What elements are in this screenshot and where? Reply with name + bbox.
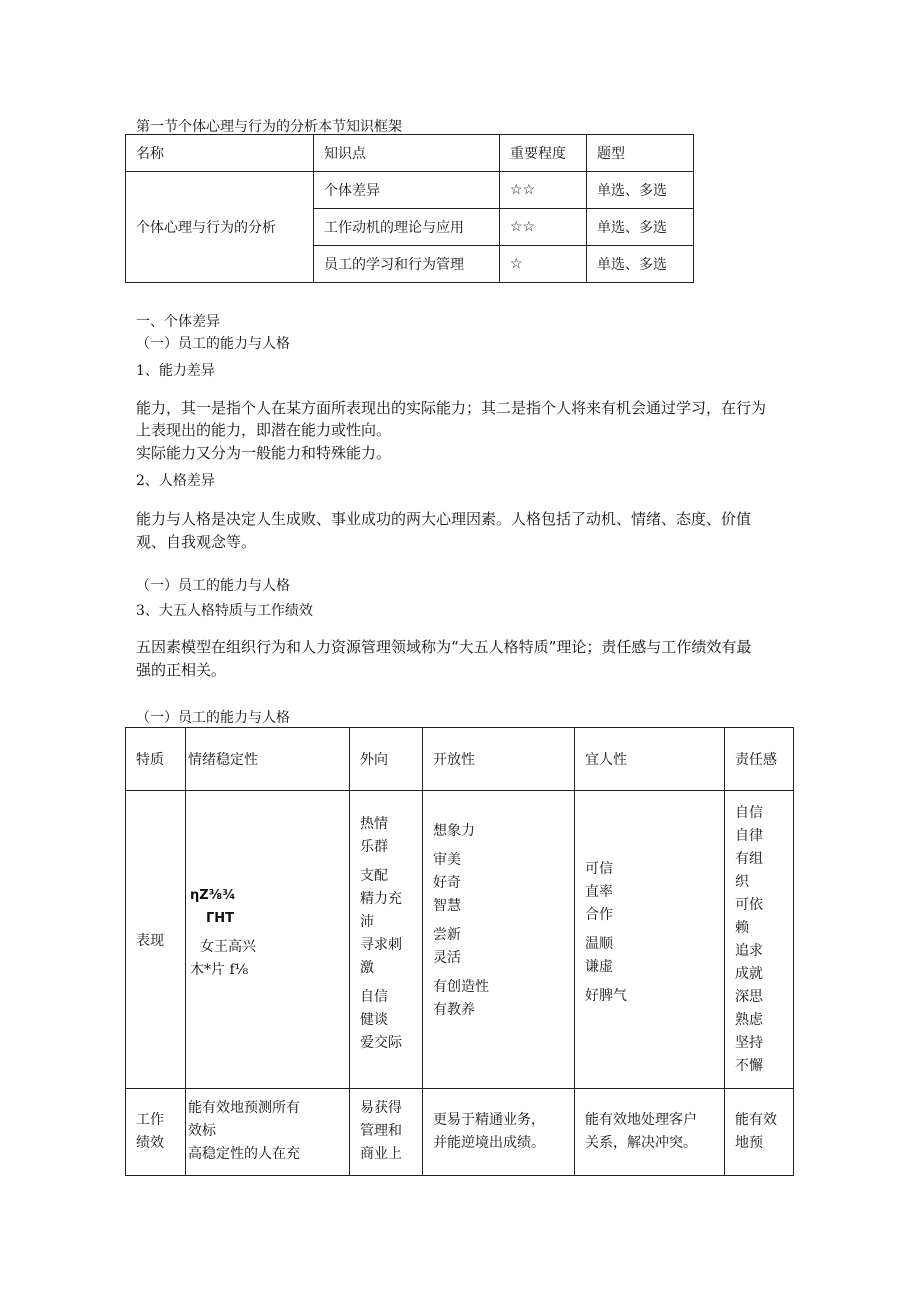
garbled-text: ΓHT [206,910,235,926]
cell-line: 能有效地预测所有 [188,1100,300,1116]
paragraph-line: 实际能力又分为一般能力和特殊能力。 [136,444,392,462]
cell-line: 地预 [735,1135,763,1151]
cell-line: 效标 [188,1123,216,1139]
cell-line: 绩效 [136,1135,164,1151]
agreeableness-cell [575,791,725,1089]
row-label-performance [126,1089,186,1176]
cell-line: 灵活 [433,949,461,966]
header-emotional-stability: 情绪稳定性 [186,728,350,791]
subsection-heading: （一）员工的能力与人格 [136,336,290,352]
cell-line: 直率 [585,883,613,900]
performance-emotional-cell [186,1089,350,1176]
header-extraversion: 外向 [350,728,423,791]
cell-line: 想象力 [433,822,475,839]
importance-cell: ☆ [500,246,587,283]
ability-heading: 1、能力差异 [136,363,215,379]
cell-line: 女王高兴 [200,938,256,955]
cell-line: 好脾气 [585,987,627,1004]
cell-line: 深思 [735,988,763,1005]
cell-line: 能有效 [735,1112,777,1128]
cell-line: 不懈 [735,1057,763,1074]
cell-line: 易获得 [360,1100,402,1116]
cell-line: 坚持 [735,1034,763,1051]
knowledge-point-cell: 个体差异 [314,172,500,209]
bigfive-heading: 3、大五人格特质与工作绩效 [136,603,313,619]
cell-line: 爱交际 [360,1034,402,1051]
performance-conscientiousness-cell [725,1089,794,1176]
importance-cell: ☆☆ [500,209,587,246]
performance-openness-cell [423,1089,575,1176]
emotional-stability-cell [186,791,350,1089]
cell-line: 管理和 [360,1123,402,1139]
header-openness: 开放性 [423,728,575,791]
cell-line: 审美 [433,851,461,868]
header-importance: 重要程度 [500,135,587,172]
cell-line: 并能逆境出成绩。 [433,1135,545,1151]
garbled-text: 木*片 f⅛ [190,961,249,978]
cell-line: 寻求刺 [360,936,402,953]
cell-line: 追求 [735,942,763,959]
header-question-type: 题型 [587,135,694,172]
cell-line: 可信 [585,860,613,877]
table-row [126,172,694,209]
extraversion-cell [350,791,423,1089]
subsection-heading: （一）员工的能力与人格 [136,710,290,726]
cell-line: 自信 [735,804,763,821]
cell-line: 更易于精通业务， [433,1112,545,1128]
personality-heading: 2、人格差异 [136,473,215,489]
cell-line: 精力充 [360,890,402,907]
conscientiousness-cell [725,791,794,1089]
cell-line: 热情 [360,815,388,832]
cell-line: 可依 [735,896,763,913]
paragraph-line: 能力与人格是决定人生成败、事业成功的两大心理因素。人格包括了动机、情绪、态度、价值 [136,510,752,528]
paragraph-line: 五因素模型在组织行为和人力资源管理领域称为“大五人格特质”理论；责任感与工作绩效有最 [136,638,752,656]
paragraph-line: 观、自我观念等。 [136,533,257,551]
header-name: 名称 [126,135,314,172]
table-header-row [126,728,794,791]
cell-line: 有创造性 [433,978,489,995]
cell-line: 支配 [360,867,388,884]
paragraph-line: 强的正相关。 [136,661,227,679]
cell-line: 激 [360,959,374,976]
cell-line: 工作 [136,1112,164,1128]
performance-extraversion-cell [350,1089,423,1176]
question-type-cell: 单选、多选 [587,246,694,283]
header-agreeableness: 宜人性 [575,728,725,791]
cell-line: 乐群 [360,838,388,855]
cell-line: 商业上 [360,1146,402,1162]
paragraph-line: 上表现出的能力，即潜在能力或性向。 [136,421,392,439]
cell-line: 织 [735,873,749,890]
cell-line: 温顺 [585,935,613,952]
table-row-manifestation [126,791,794,1089]
cell-line: 自信 [360,988,388,1005]
cell-line: 好奇 [433,874,461,891]
row-label-manifestation: 表现 [126,791,186,1089]
openness-cell [423,791,575,1089]
cell-line: 能有效地处理客户 [585,1112,697,1128]
header-knowledge-point: 知识点 [314,135,500,172]
importance-cell: ☆☆ [500,172,587,209]
cell-line: 合作 [585,906,613,923]
question-type-cell: 单选、多选 [587,172,694,209]
cell-line: 谦虚 [585,958,613,975]
subsection-heading: （一）员工的能力与人格 [136,578,290,594]
section-heading: 一、个体差异 [136,314,220,330]
table-row-performance [126,1089,794,1176]
cell-line: 关系，解决冲突。 [585,1135,697,1151]
cell-line: 成就 [735,965,763,982]
cell-line: 自律 [735,827,763,844]
document-title: 第一节个体心理与行为的分析本节知识框架 [136,119,402,135]
paragraph-line: 能力，其一是指个人在某方面所表现出的实际能力；其二是指个人将来有机会通过学习，在行为 [136,399,767,417]
knowledge-framework-table [125,134,694,283]
knowledge-point-cell: 工作动机的理论与应用 [314,209,500,246]
question-type-cell: 单选、多选 [587,209,694,246]
big-five-table [125,727,794,1176]
topic-name-cell: 个体心理与行为的分析 [126,172,314,283]
performance-agreeableness-cell [575,1089,725,1176]
table-header-row [126,135,694,172]
cell-line: 智慧 [433,897,461,914]
cell-line: 高稳定性的人在充 [188,1146,300,1162]
cell-line: 健谈 [360,1011,388,1028]
cell-line: 有教养 [433,1001,475,1018]
cell-line: 熟虑 [735,1011,763,1028]
header-trait: 特质 [126,728,186,791]
cell-line: 尝新 [433,926,461,943]
cell-line: 有组 [735,850,763,867]
garbled-text: ηZ⅜¾ [190,887,236,903]
cell-line: 赖 [735,919,749,936]
header-conscientiousness: 责任感 [725,728,794,791]
knowledge-point-cell: 员工的学习和行为管理 [314,246,500,283]
cell-line: 沛 [360,913,374,930]
